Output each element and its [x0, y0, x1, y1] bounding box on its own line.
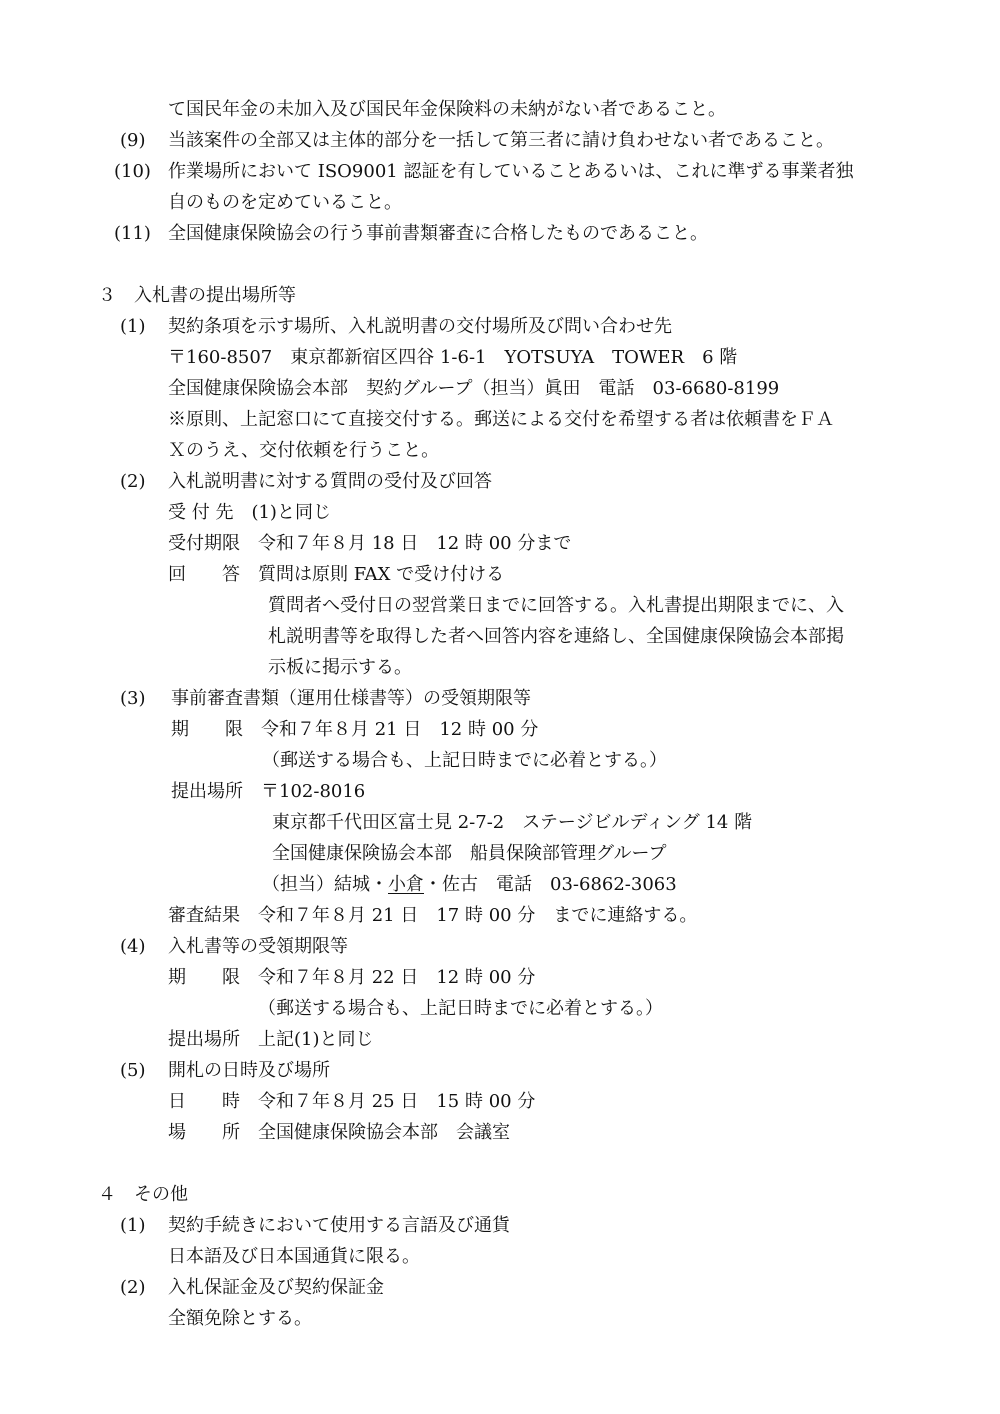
text-line: 入札保証金及び契約保証金 — [168, 1277, 384, 1298]
text-line: て国民年金の未加入及び国民年金保険料の未納がない者であること。 — [168, 99, 726, 120]
text-line: 期 限 令和７年８月 21 日 12 時 00 分 — [171, 719, 539, 740]
underlined-name: 小倉 — [388, 874, 424, 895]
text-line: 作業場所において ISO9001 認証を有していることあるいは、これに準ずる事業者独 — [168, 161, 854, 182]
contact-prefix: （担当）結城・ — [262, 874, 388, 895]
text-line: 全国健康保険協会本部 船員保険部管理グループ — [272, 843, 667, 864]
item-number: (5) — [120, 1060, 146, 1081]
text-line: 札説明書等を取得した者へ回答内容を連絡し、全国健康保険協会本部掲 — [268, 626, 844, 647]
item-number: (1) — [120, 316, 146, 337]
text-line: 提出場所 上記(1)と同じ — [168, 1029, 374, 1050]
text-line: 日本語及び日本国通貨に限る。 — [168, 1246, 420, 1267]
text-line: （郵送する場合も、上記日時までに必着とする。） — [258, 998, 663, 1019]
text-line: 東京都千代田区富士見 2-7-2 ステージビルディング 14 階 — [272, 812, 753, 833]
item-number: (11) — [114, 223, 151, 244]
text-line: 開札の日時及び場所 — [168, 1060, 330, 1081]
text-line: 入札書等の受領期限等 — [168, 936, 348, 957]
text-line: 場 所 全国健康保険協会本部 会議室 — [168, 1122, 510, 1143]
text-line: 提出場所 〒102-8016 — [171, 781, 366, 802]
text-line: 受付期限 令和７年８月 18 日 12 時 00 分まで — [168, 533, 572, 554]
section-heading: ４ その他 — [98, 1184, 188, 1205]
item-number: (3) — [120, 688, 146, 709]
text-line: 当該案件の全部又は主体的部分を一括して第三者に請け負わせない者であること。 — [168, 130, 834, 151]
text-line: 審査結果 令和７年８月 21 日 17 時 00 分 までに連絡する。 — [168, 905, 698, 926]
item-number: (2) — [120, 471, 146, 492]
text-line: 全国健康保険協会の行う事前書類審査に合格したものであること。 — [168, 223, 708, 244]
item-number: (4) — [120, 936, 146, 957]
item-number: (1) — [120, 1215, 146, 1236]
text-line: 示板に掲示する。 — [268, 657, 412, 678]
text-line: 受 付 先 (1)と同じ — [168, 502, 331, 523]
text-line: Ｘのうえ、交付依頼を行うこと。 — [168, 440, 440, 461]
text-line: 全国健康保険協会本部 契約グループ（担当）眞田 電話 03-6680-8199 — [168, 378, 780, 399]
text-line: ※原則、上記窓口にて直接交付する。郵送による交付を希望する者は依頼書をＦＡ — [168, 409, 834, 430]
text-line: 全額免除とする。 — [168, 1308, 312, 1329]
item-number: (2) — [120, 1277, 146, 1298]
text-line — [262, 872, 677, 898]
text-line: 契約手続きにおいて使用する言語及び通貨 — [168, 1215, 510, 1236]
text-line: 自のものを定めていること。 — [168, 192, 402, 213]
text-line: 期 限 令和７年８月 22 日 12 時 00 分 — [168, 967, 536, 988]
text-line: 事前審査書類（運用仕様書等）の受領期限等 — [171, 688, 531, 709]
text-line: 日 時 令和７年８月 25 日 15 時 00 分 — [168, 1091, 536, 1112]
contact-suffix: ・佐古 電話 03-6862-3063 — [424, 874, 677, 895]
text-line: （郵送する場合も、上記日時までに必着とする。） — [262, 750, 667, 771]
text-line: 回 答 質問は原則 FAX で受け付ける — [168, 564, 505, 585]
item-number: (10) — [114, 161, 151, 182]
text-line: 入札説明書に対する質問の受付及び回答 — [168, 471, 492, 492]
text-line: 契約条項を示す場所、入札説明書の交付場所及び問い合わせ先 — [168, 316, 672, 337]
section-heading: ３ 入札書の提出場所等 — [98, 285, 296, 306]
item-number: (9) — [120, 130, 146, 151]
text-line: 質問者へ受付日の翌営業日までに回答する。入札書提出期限までに、入 — [268, 595, 844, 616]
text-line: 〒160-8507 東京都新宿区四谷 1-6-1 YOTSUYA TOWER 6 階 — [168, 347, 738, 368]
